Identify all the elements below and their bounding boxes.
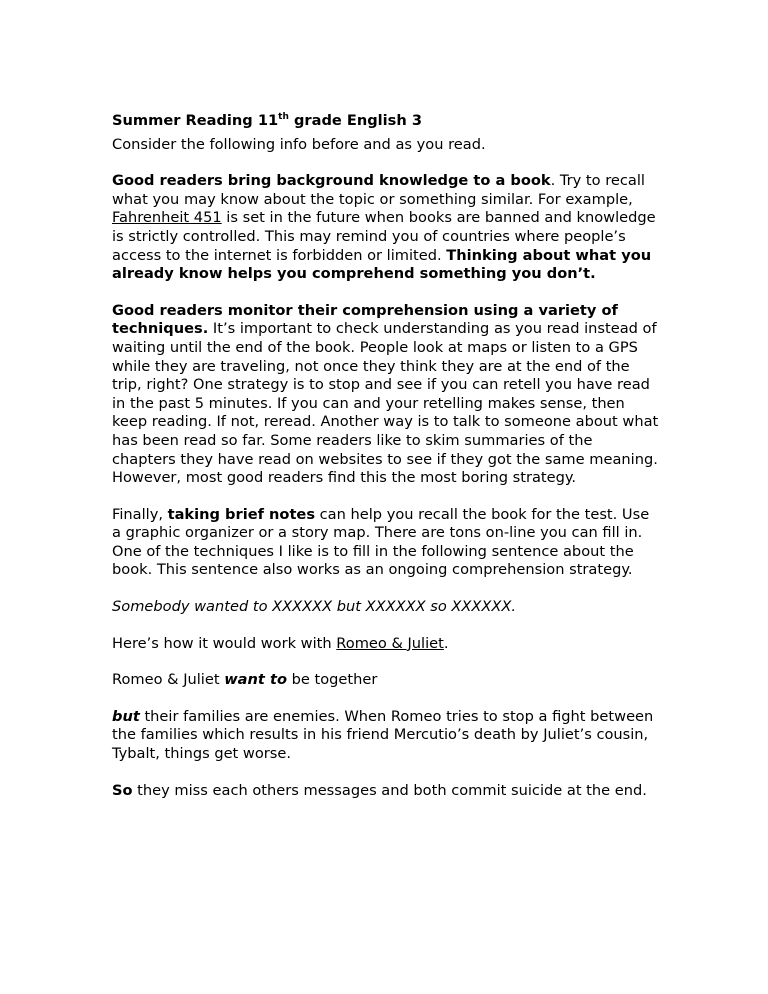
example-so xyxy=(112,782,660,801)
keyword-want-to: want to xyxy=(224,671,287,689)
book-title-romeo-juliet: Romeo & Juliet xyxy=(336,634,444,652)
example-text: their families are enemies. When Romeo tries to stop a fight between the families which results in his friend Mercutio’s death by Juliet’s cousin, Tybalt, things get worse. xyxy=(112,707,654,763)
example-but xyxy=(112,708,660,764)
keyword-but: but xyxy=(112,707,140,725)
book-title-fahrenheit: Fahrenheit 451 xyxy=(112,209,222,227)
document-page xyxy=(112,112,660,818)
example-want xyxy=(112,671,660,690)
keyword-so: So xyxy=(112,781,133,799)
title-superscript: th xyxy=(278,112,289,123)
paragraph-brief-notes xyxy=(112,506,660,580)
bold-lead: Good readers monitor their comprehension using a variety of techniques. xyxy=(112,301,618,338)
paragraph-text: . Try to recall what you may know about the topic or something similar. For example, xyxy=(112,172,645,208)
title-prefix: Summer Reading 11 xyxy=(112,112,279,129)
page-title xyxy=(112,112,660,131)
example-intro-text: Here’s how it would work with xyxy=(112,634,337,652)
paragraph-text: Finally, xyxy=(112,505,168,523)
example-intro-punct: . xyxy=(443,634,449,652)
bold-phrase: taking brief notes xyxy=(167,505,316,523)
bold-conclusion: Thinking about what you already know helps you comprehend something you don’t. xyxy=(112,246,652,283)
paragraph-background-knowledge xyxy=(112,172,660,284)
example-text: be together xyxy=(286,671,378,689)
title-suffix: grade English 3 xyxy=(288,112,422,129)
paragraph-text: can help you recall the book for the test. Use a graphic organizer or a story map. There are tons on-line you can fill in. One of the techniques I like is to fill in the following sentence about the book. This sentence also works as an ongoing comprehension strategy. xyxy=(112,505,650,579)
paragraph-text: is set in the future when books are banned and knowledge is strictly controlled. This may remind you of countries where people’s access to the internet is forbidden or limited. xyxy=(112,209,656,264)
paragraph-text: It’s important to check understanding as you read instead of waiting until the end of the book. People look at maps or listen to a GPS while they are traveling, not once they think they are at the end of the trip, right? One strategy is to stop and see if you can retell you have read in the past 5 minutes. If you can and your retelling makes sense, then keep reading. If not, reread. Another way is to talk to someone about what has been read so far. Some readers like to skim summaries of the chapters they have read on websites to see if they got the same meaning. However, most good readers find this the most boring strategy. xyxy=(112,320,659,487)
example-text: they miss each others messages and both commit suicide at the end. xyxy=(132,781,647,799)
example-text: Romeo & Juliet xyxy=(112,671,225,689)
intro-line: Consider the following info before and as you read. xyxy=(112,135,486,153)
paragraph-monitor-comprehension xyxy=(112,302,660,488)
template-sentence: Somebody wanted to XXXXXX but XXXXXX so XXXXXX. xyxy=(112,598,517,616)
bold-lead: Good readers bring background knowledge to a book xyxy=(112,172,551,190)
example-intro xyxy=(112,635,660,654)
